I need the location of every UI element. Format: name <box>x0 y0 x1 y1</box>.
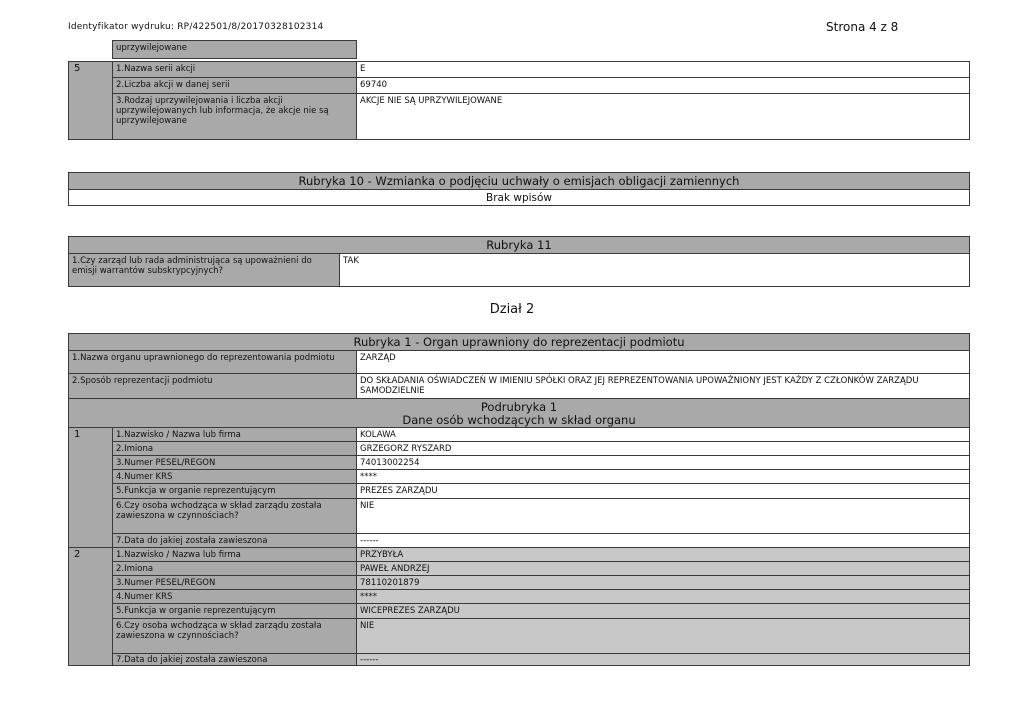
person-2-function-value: WICEPREZES ZARZĄDU <box>356 603 970 619</box>
page-number: Strona 4 z 8 <box>826 20 899 34</box>
person-1-pesel-label: 3.Numer PESEL/REGON <box>112 455 357 470</box>
prev-fragment-cell: uprzywilejowane <box>112 40 357 59</box>
series-number: 5 <box>68 61 113 140</box>
person-2-suspension-date-label: 7.Data do jakiej została zawieszona <box>112 653 357 666</box>
podrubryka-subtitle: Dane osób wchodzących w skład organu <box>402 413 636 427</box>
privilege-label: 3.Rodzaj uprzywilejowania i liczba akcji uprzywilejowanych lub informacja, że akcje nie są uprzywilejowane <box>112 93 357 140</box>
section-heading: Dział 2 <box>489 302 535 317</box>
warrants-value: TAK <box>339 253 970 287</box>
person-1-pesel-value: 74013002254 <box>356 455 970 470</box>
warrants-label: 1.Czy zarząd lub rada administrująca są upoważnieni do emisji warrantów subskrypcyjnych? <box>68 253 340 287</box>
series-name-label: 1.Nazwa serii akcji <box>112 61 357 78</box>
person-1-number: 1 <box>68 427 113 548</box>
person-2-suspended-value: NIE <box>356 618 970 654</box>
person-2-suspended-label: 6.Czy osoba wchodząca w skład zarządu została zawieszona w czynnościach? <box>112 618 357 654</box>
series-name-value: E <box>356 61 970 78</box>
rubryka-10-empty: Brak wpisów <box>68 189 970 206</box>
print-identifier: Identyfikator wydruku: RP/422501/8/20170328102314 <box>68 22 324 32</box>
organ-name-value: ZARZĄD <box>356 350 970 374</box>
person-2-surname-label: 1.Nazwisko / Nazwa lub firma <box>112 547 357 562</box>
organ-name-label: 1.Nazwa organu uprawnionego do reprezentowania podmiotu <box>68 350 357 374</box>
person-1-suspension-date-label: 7.Data do jakiej została zawieszona <box>112 533 357 548</box>
person-2-function-label: 5.Funkcja w organie reprezentującym <box>112 603 357 619</box>
rubryka-11-title: Rubryka 11 <box>68 236 970 254</box>
person-1-suspended-value: NIE <box>356 498 970 534</box>
podrubryka-header <box>68 398 970 428</box>
person-2-firstnames-label: 2.Imiona <box>112 561 357 576</box>
person-2-number: 2 <box>68 547 113 666</box>
person-2-surname-value: PRZYBYŁA <box>356 547 970 562</box>
person-1-surname-value: KOLAWA <box>356 427 970 442</box>
share-count-value: 69740 <box>356 77 970 94</box>
person-2-pesel-label: 3.Numer PESEL/REGON <box>112 575 357 590</box>
rubryka-10-title: Rubryka 10 - Wzmianka o podjęciu uchwały o emisjach obligacji zamiennych <box>68 172 970 190</box>
person-2-suspension-date-value: ------ <box>356 653 970 666</box>
person-1-krs-value: **** <box>356 469 970 484</box>
person-1-suspended-label: 6.Czy osoba wchodząca w skład zarządu została zawieszona w czynnościach? <box>112 498 357 534</box>
representation-label: 2.Sposób reprezentacji podmiotu <box>68 373 357 399</box>
person-1-krs-label: 4.Numer KRS <box>112 469 357 484</box>
share-count-label: 2.Liczba akcji w danej serii <box>112 77 357 94</box>
podrubryka-title: Podrubryka 1 <box>480 400 558 414</box>
person-2-krs-label: 4.Numer KRS <box>112 589 357 604</box>
representation-value: DO SKŁADANIA OŚWIADCZEŃ W IMIENIU SPÓŁKI ORAZ JEJ REPREZENTOWANIA UPOWAŻNIONY JEST KAŻDY Z CZŁONKÓW ZARZĄDU SAMODZIELNIE <box>356 373 970 399</box>
person-2-krs-value: **** <box>356 589 970 604</box>
person-1-function-label: 5.Funkcja w organie reprezentującym <box>112 483 357 499</box>
person-1-surname-label: 1.Nazwisko / Nazwa lub firma <box>112 427 357 442</box>
person-2-pesel-value: 78110201879 <box>356 575 970 590</box>
rubryka-1-title: Rubryka 1 - Organ uprawniony do reprezentacji podmiotu <box>68 333 970 351</box>
person-1-suspension-date-value: ------ <box>356 533 970 548</box>
privilege-value: AKCJE NIE SĄ UPRZYWILEJOWANE <box>356 93 970 140</box>
person-2-firstnames-value: PAWEŁ ANDRZEJ <box>356 561 970 576</box>
person-1-firstnames-label: 2.Imiona <box>112 441 357 456</box>
person-1-function-value: PREZES ZARZĄDU <box>356 483 970 499</box>
person-1-firstnames-value: GRZEGORZ RYSZARD <box>356 441 970 456</box>
